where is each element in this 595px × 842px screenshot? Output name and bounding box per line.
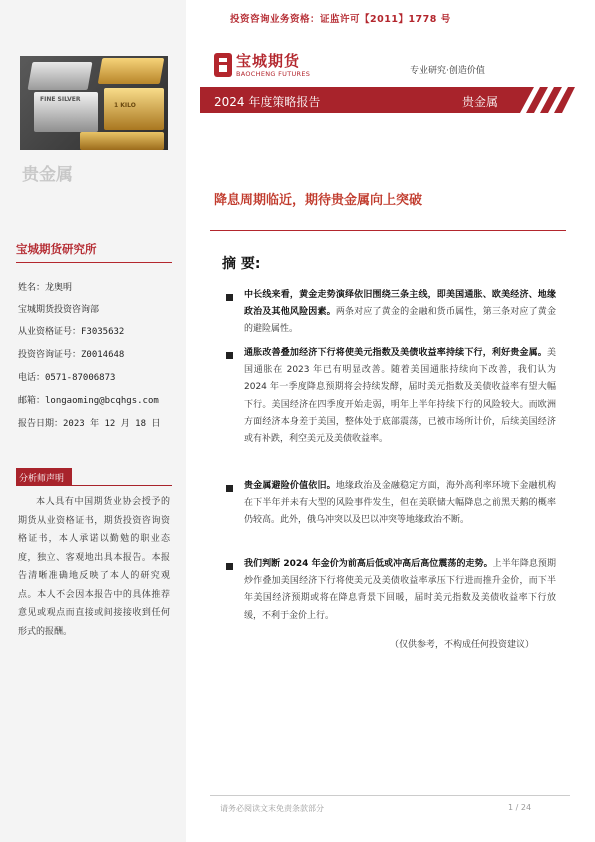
banner-stripes-decoration [520, 87, 575, 113]
abstract-item-body: 两条对应了黄金的金融和货币属性，第三条对应了黄金的避险属性。 [244, 307, 556, 335]
bullet-marker [226, 294, 233, 301]
report-title: 降息周期临近，期待贵金属向上突破 [214, 193, 423, 208]
abstract-heading: 摘 要: [222, 256, 261, 272]
report-date: 报告日期：2023 年 12 月 18 日 [18, 419, 161, 429]
gold-bar-bottom [80, 132, 164, 150]
silver-bar-front [34, 92, 98, 132]
bullet-marker [226, 485, 233, 492]
abstract-item-lead: 通胀改善叠加经济下行将使美元指数及美债收益率持续下行，利好贵金属。 [244, 348, 547, 358]
abstract-item-lead: 贵金属避险价值依旧。 [244, 481, 336, 491]
disclaimer: （仅供参考，不构成任何投资建议） [390, 640, 535, 650]
analyst-dept: 宝城期货投资咨询部 [18, 305, 100, 315]
gold-bar-front [104, 88, 164, 130]
logo-mark-icon [212, 51, 234, 79]
page-number: 1 / 24 [508, 803, 532, 812]
phone: 电话：0571-87006873 [18, 373, 116, 383]
abstract-item-body: 地缘政治及金融稳定方面，海外高利率环境下金融机构在下半年并未有大型的风险事件发生，但在美联储大幅降息之前黑天鹅的概率仍较高。此外，俄乌冲突以及巴以冲突等地缘政治不断。 [244, 481, 556, 526]
footer-note: 请务必阅读文末免责条款部分 [220, 804, 324, 813]
footer-divider [210, 795, 570, 796]
license-line: 投资咨询业务资格：证监许可【2011】1778 号 [230, 14, 451, 25]
silver-bar-label: FINE SILVER [40, 96, 81, 103]
gold-bar-label: 1 KILO [114, 102, 136, 109]
abstract-item-2 [244, 345, 556, 448]
research-institute: 宝城期货研究所 [16, 242, 97, 256]
silver-bar-back [28, 62, 93, 90]
abstract-item-lead: 我们判断 2024 年金价为前高后低或冲高后高位震荡的走势。 [244, 559, 493, 569]
abstract-item-body: 上半年降息预期炒作叠加美国经济下行将使美元及美债收益率承压下行进而推升金价，而下半年美国经济预期或将在降息背景下回暖，届时美元指数及美债收益率下行放缓，不利于金价上行。 [244, 559, 556, 621]
gold-bar-back [98, 58, 165, 84]
logo-name-cn: 宝城期货 [236, 52, 301, 70]
abstract-item-1 [244, 287, 556, 339]
email[interactable]: 邮箱：longaoming@bcqhgs.com [18, 396, 159, 406]
report-type: 2024 年度策略报告 [214, 95, 321, 109]
report-banner [200, 87, 520, 113]
statement-text: 本人具有中国期货业协会授予的期货从业资格证书，期货投资咨询资格证书，本人承诺以勤勉的职业态度，独立、客观地出具本报告。本报告清晰准确地反映了本人的研究观点。本人不会因本报告中的具体推荐意见或观点而直接或间接接收到任何形式的报酬。 [18, 497, 170, 637]
bullet-marker [226, 563, 233, 570]
company-logo [212, 50, 342, 84]
statement-tab [16, 468, 72, 485]
abstract-item-lead: 中长线来看，黄金走势演绎依旧围绕三条主线，即美国通胀、欧美经济、地缘政治及其他风险因素。 [244, 290, 556, 318]
sidebar-watermark: 贵金属 [22, 165, 73, 185]
qualification-number: 从业资格证号：F3035632 [18, 327, 125, 337]
statement-divider [16, 485, 172, 486]
abstract-item-body: 美国通胀在 2023 年已有明显改善。随着美国通胀持续向下改善，我们认为 2024 年一季度降息预期将会持续发酵，届时美元指数及美债收益率有望大幅下行。美国经济在四季度开始走弱，明年上半年持续下行的风险较大。而欧洲方面经济本身差于美国，整体处于底部震荡，已被市场所计价，后续美国经济或有补跌，利空美元及美债收益率。 [244, 348, 556, 445]
research-divider [16, 262, 172, 263]
metal-bars-photo [20, 56, 168, 150]
abstract-item-3 [244, 478, 556, 530]
title-divider [210, 230, 566, 231]
analyst-name: 姓名：龙奥明 [18, 283, 73, 293]
abstract-item-4 [244, 556, 556, 625]
tagline: 专业研究·创造价值 [410, 66, 485, 76]
statement-title: 分析师声明 [19, 474, 65, 484]
report-category: 贵金属 [462, 95, 499, 109]
consulting-number: 投资咨询证号：Z0014648 [18, 350, 125, 360]
logo-name-en: BAOCHENG FUTURES [236, 70, 311, 78]
bullet-marker [226, 352, 233, 359]
